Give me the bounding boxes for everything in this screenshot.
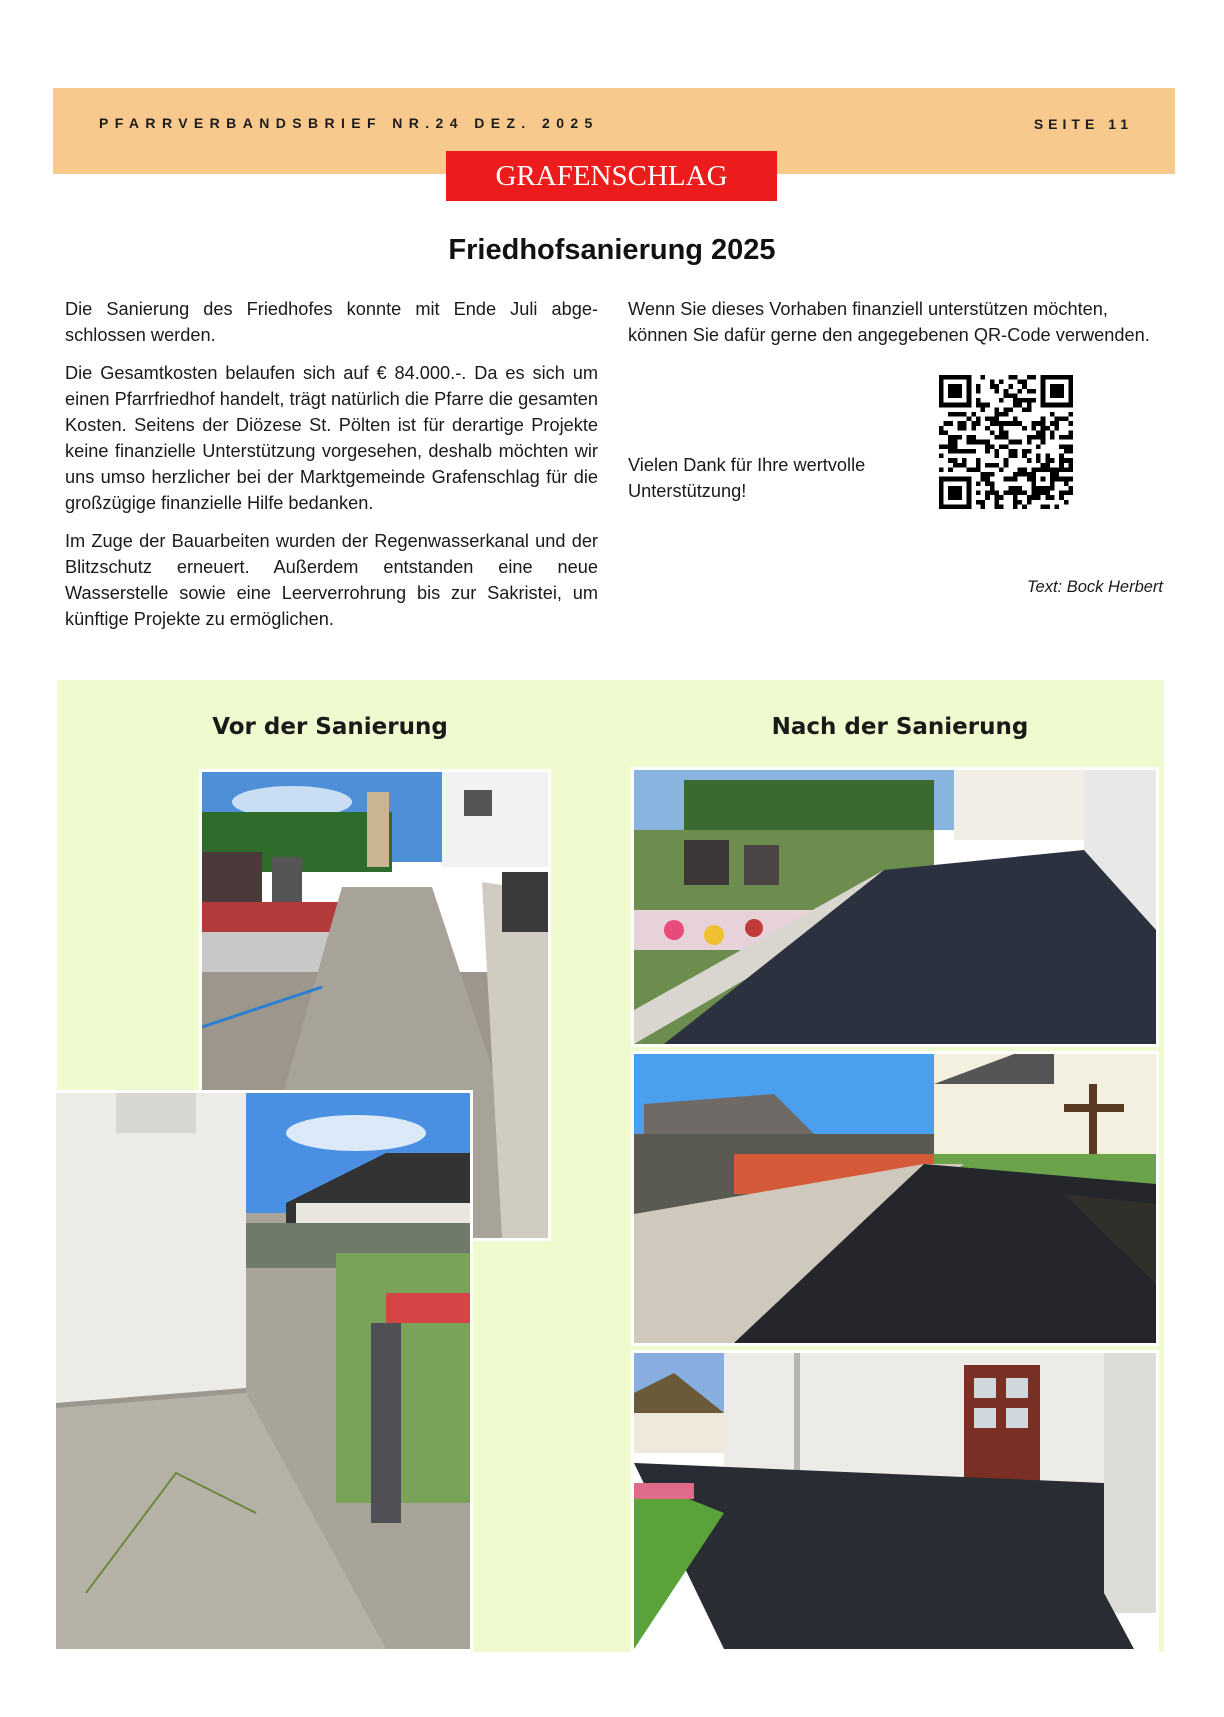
- paragraph: Die Gesamtkosten belaufen sich auf € 84.000.-. Da es sich um einen Pfarrfriedhof handelt, trägt natürlich die Pfarre die gesamten Kosten. Seitens der Diözese St. Pölten ist für derartige Projekte keine finanzielle Unterstützung vorgesehen, deshalb möchten wir uns umso herzlicher bei der Marktgemeinde Grafenschlag für die großzügige finanzielle Hilfe bedanken.: [65, 363, 598, 513]
- article-title: Friedhofsanierung 2025: [448, 234, 776, 266]
- support-text: Wenn Sie dieses Vorhaben finanziell unterstützen möchten, können Sie dafür gerne den angegebenen QR-Code verwenden.: [628, 299, 1150, 345]
- publication-title: PFARRVERBANDSBRIEF NR.24 DEZ. 2025: [99, 115, 599, 131]
- after-photo-2: [631, 1051, 1159, 1346]
- after-photo-1: [631, 767, 1159, 1047]
- thanks-text: Vielen Dank für Ihre wertvolle Unterstützung!: [628, 455, 866, 501]
- author-credit: Text: Bock Herbert: [1026, 578, 1163, 596]
- qr-code[interactable]: [939, 375, 1073, 509]
- paragraph: Die Sanierung des Friedhofes konnte mit Ende Juli abgeschlossen werden.: [65, 299, 598, 345]
- section-tag: GRAFENSCHLAG: [446, 151, 777, 201]
- page-number: SEITE 11: [1033, 116, 1133, 132]
- qr-code-image: [939, 375, 1073, 509]
- paragraph: Im Zuge der Bauarbeiten wurden der Regenwasserkanal und der Blitzschutz erneuert. Außerdem entstanden eine neue Wasserstelle sowie eine Leerverrohrung bis zur Sakristei, um künftige Projekte zu ermöglichen.: [65, 531, 598, 629]
- after-photo-3: [631, 1350, 1159, 1652]
- after-heading: Nach der Sanierung: [771, 714, 1029, 740]
- article-body: [65, 296, 598, 644]
- before-heading: Vor der Sanierung: [212, 714, 448, 740]
- before-photo-2: [53, 1090, 473, 1652]
